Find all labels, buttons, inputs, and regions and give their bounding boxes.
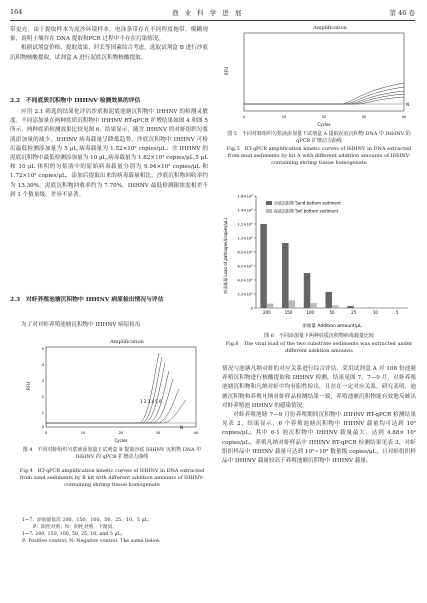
fig6-bar xyxy=(332,305,339,308)
note-line: 1~7: 200, 150, 100, 50, 25, 10, and 5 μL; xyxy=(22,532,123,537)
paragraph: 为了对对虾养殖池塘沉积物中 IHHNV 病原检出 xyxy=(21,322,141,328)
fig6-ytick-label: 1.6×10⁶ xyxy=(237,193,253,199)
fig5-xtick: 30 xyxy=(361,115,367,119)
fig6-bar xyxy=(260,224,267,308)
note-line: P: Positive control; N: Negative control. The same below. xyxy=(22,539,161,544)
fig5-xtick: 0 xyxy=(242,115,246,119)
fig6-bar xyxy=(325,292,332,308)
fig4-ytick: 0 xyxy=(41,425,44,429)
fig4-caption-cn: 图 4 不同对虾组织匀浆液添加量下试剂盒 B 提取沙底 IHHNV 沉积物 DNA 中 IHHNV 的 qPCR 扩增动力曲线 xyxy=(22,447,202,460)
fig6-xtick-label: 10 xyxy=(372,310,378,315)
note-line: 1~7：添加量依次 200、150、100、50、25、10、5 μL； xyxy=(22,518,153,523)
fig4-xlabel: Cycles xyxy=(114,438,128,443)
fig6-ytick-label: 6.0×10⁵ xyxy=(237,263,253,269)
section-heading-2-3: 2.3 对虾养殖池塘沉积物中 IHHNV 病原检出情况与评估 xyxy=(10,297,164,303)
fig4-ylabel: RFU xyxy=(26,381,31,390)
fig5-ylabel: RFU xyxy=(224,66,229,75)
fig6-svg xyxy=(220,190,416,330)
fig6-ytick-label: 1.4×10⁶ xyxy=(237,207,253,213)
fig4-ytick: 3 xyxy=(41,379,44,383)
paragraph: 情况与池塘凡纳对虾的对应关系进行综合评估，采用试剂盒 A 对 108 份池塘养殖沉积物进行核酸提取和 IHHNV 检测，结果见图 7。7—9 月，对虾养殖池塘沉积物和凡纳对虾中均有阳性检出，且存在一定对应关系。研究表明，池塘沉积物和养殖凡纳对虾样品检测结果一致，养殖池塘沉积物能有效地反映出对虾养殖池 IHHNV 的感染情况。 xyxy=(222,366,416,409)
fig4-ytick: 5 xyxy=(41,347,44,351)
fig6-legend-swatch xyxy=(266,201,272,205)
paragraph: 对虾养殖池塘 7—9 月份养殖期间沉积物中 IHHNV RT-qPCR 检测结果见表 2，结果显示，6 个养殖池塘沉积物中 IHHNV 载量均可达到 10² copies/μL；其中 6-1 池沉积物中 IHHNV 载量最大，达到 4.88× 10² copies/μL，养殖凡纳对虾样品中 IHHNV RT-qPCR 检测结果见表 3，对虾组织样品中 IHHNV 载量可达到 10²~10³ 数量级 copies/μL，且对虾组织样品中 IHHNV 载量较高于养殖池塘沉积物中 IHHNV 载量。 xyxy=(222,412,416,465)
paragraph: 根据试剂盒价格、提取效果、时长等因素综合考虑，选取试剂盒 B 进行沙底沉积物核酸提取，试剂盒 A 进行泥底沉积物核酸提取。 xyxy=(10,45,208,61)
fig6-ytick-label: 8.0×10⁵ xyxy=(237,249,253,255)
fig6-bar xyxy=(310,303,317,308)
fig6-bar xyxy=(289,300,296,308)
fig6-bar xyxy=(347,306,354,308)
fig5-n-label: N xyxy=(406,102,409,107)
fig6-caption-en: Fig.6 The viral load of the two substrate sediments was extracted under different addition amounts xyxy=(225,341,413,354)
fig6-ytick-label: 1.2×10⁶ xyxy=(237,221,253,227)
fig6-bar xyxy=(282,243,289,308)
note-line: P：阳性对照；N：阴性对照，下图同。 xyxy=(33,525,118,530)
fig4-n-label: N xyxy=(180,425,183,430)
fig5-caption-en: Fig.5 RT-qPCR amplification kinetic curves of IHHNV in DNA extracted from mud sediments by kit A with different addition amounts of IHHNV-containing shrimp tissue homogenate xyxy=(226,146,412,166)
fig6-bar xyxy=(304,273,311,308)
fig5-xlabel: Cycles xyxy=(317,122,331,127)
fig5-caption-cn: 图 5 不同对虾组织匀浆液添加量下试剂盒 A 提取泥底沉积物 DNA 中 IHHNV 的 qPCR 扩增动力曲线 xyxy=(227,131,411,144)
fig6-ytick-label: 4.0×10⁵ xyxy=(237,277,253,283)
fig6-xtick-label: 50 xyxy=(329,310,335,315)
fig4-notes xyxy=(22,517,210,545)
fig6-xtick-label: 200 xyxy=(263,310,271,315)
fig5-xtick: 40 xyxy=(401,115,407,119)
section-heading-2-2: 2.2 不同底质沉积物中 IHHNV 检测效果的评估 xyxy=(10,98,141,104)
fig6-caption-cn: 图 6 不同添加量下两种底质沉积物病毒载量比较 xyxy=(264,333,374,339)
fig6-xlabel: 添加量 Addition amount/μL xyxy=(302,324,362,329)
fig4-xtick: 30 xyxy=(155,431,161,435)
fig5-amp-title: Amplification xyxy=(313,25,347,31)
fig6-bar xyxy=(267,304,274,308)
fig4-curve-labels: 1 2 3 4 5 6 xyxy=(140,399,162,404)
fig5-xtick: 10 xyxy=(281,115,287,119)
fig4-xtick: 10 xyxy=(80,431,86,435)
right-column-text xyxy=(222,365,416,466)
fig6-ytick-label: 0 xyxy=(250,305,253,311)
fig6-xtick-label: 150 xyxy=(284,310,293,315)
left-column-top xyxy=(10,26,208,63)
fig6-ytick-label: 1.0×10⁶ xyxy=(237,235,253,241)
journal-title: 渔 业 科 学 进 展 xyxy=(172,9,244,17)
fig4-ytick: 2 xyxy=(41,395,44,399)
fig4-xtick: 40 xyxy=(193,431,199,435)
fig4-plot xyxy=(24,345,204,445)
fig6-xtick-label: 100 xyxy=(306,310,315,315)
left-column-mid xyxy=(10,108,208,200)
volume-label: 第 46 卷 xyxy=(389,9,415,17)
fig6-xtick-label: 25 xyxy=(351,310,357,315)
fig6-chart xyxy=(220,190,416,330)
fig4-xtick: 20 xyxy=(118,431,124,435)
fig6-ylabel: 病毒载量 Load of pathogen/(copies/μL) xyxy=(223,218,228,294)
fig6-legend-label: 沙底沉积物 Sand bottom sediment xyxy=(274,200,342,206)
fig5-plot xyxy=(222,31,412,129)
paragraph: 应用 2.1 筛选的结果化评估沙底和泥底池塘沉积物中 IHHNV 的检测灵敏度。不同添加量在两种底质沉积物中 IHHNV RT-qPCR 扩增结果如图 4 和图 5 所示，两种底质检测效果比较见图 6。结果显示，随含 IHHNV 的对虾组织匀浆液添加量的减少，IHHNV 病毒载量呈降低趋势，沙底沉积物中 IHHNV 可检出最低检测添加量为 5 μL,病毒载量为 1.52×10² copies/μL；含 IHHNV 的泥底沉积物中最低检测添加量为 10 μL,病毒载量为 1.82×10² copies/μL,5 μL 和 10 μL 体积的匀浆液中的原始病毒载量分别为 9.94×10² copies/μL 和 1.72×10³ copies/μL，添加后提取出来的病毒载量相比，沙底沉积物回收率约为 15.30%，泥底沉积物回收率约为 7.70%。IHHNV 最低检测限浓度相差不到 1 个数量级，差异不显著。 xyxy=(10,109,208,198)
fig6-ytick-label: 2.0×10⁵ xyxy=(237,291,253,297)
fig4-ytick: 4 xyxy=(41,363,44,367)
fig6-legend-swatch xyxy=(266,209,272,213)
fig6-xtick-label: 5 xyxy=(395,310,399,315)
fig4-caption-en: Fig.4 RT-qPCR amplification kinetic curves of IHHNV in DNA extracted from sand sediments by B kit with different addition amounts of IHHNV-containing shrimp tissue homogenate xyxy=(19,468,205,488)
fig5-xtick: 20 xyxy=(321,115,327,119)
page-number: 164 xyxy=(10,8,23,16)
fig4-ytick: 1 xyxy=(41,411,44,415)
header-rule xyxy=(10,20,415,21)
fig6-legend-label: 泥底沉积物 Soil bottom sediment xyxy=(274,208,339,214)
fig4-amp-title: Amplification xyxy=(110,339,144,345)
fig4-xtick: 0 xyxy=(44,431,48,435)
paragraph: 带更充，由于提取样本为泥沙环境样本，电泳条带存在不同程度拖带、模糊现象，说明土壤存在 DNA 提取和PCR 过程中不存在污染情况。 xyxy=(10,27,208,43)
